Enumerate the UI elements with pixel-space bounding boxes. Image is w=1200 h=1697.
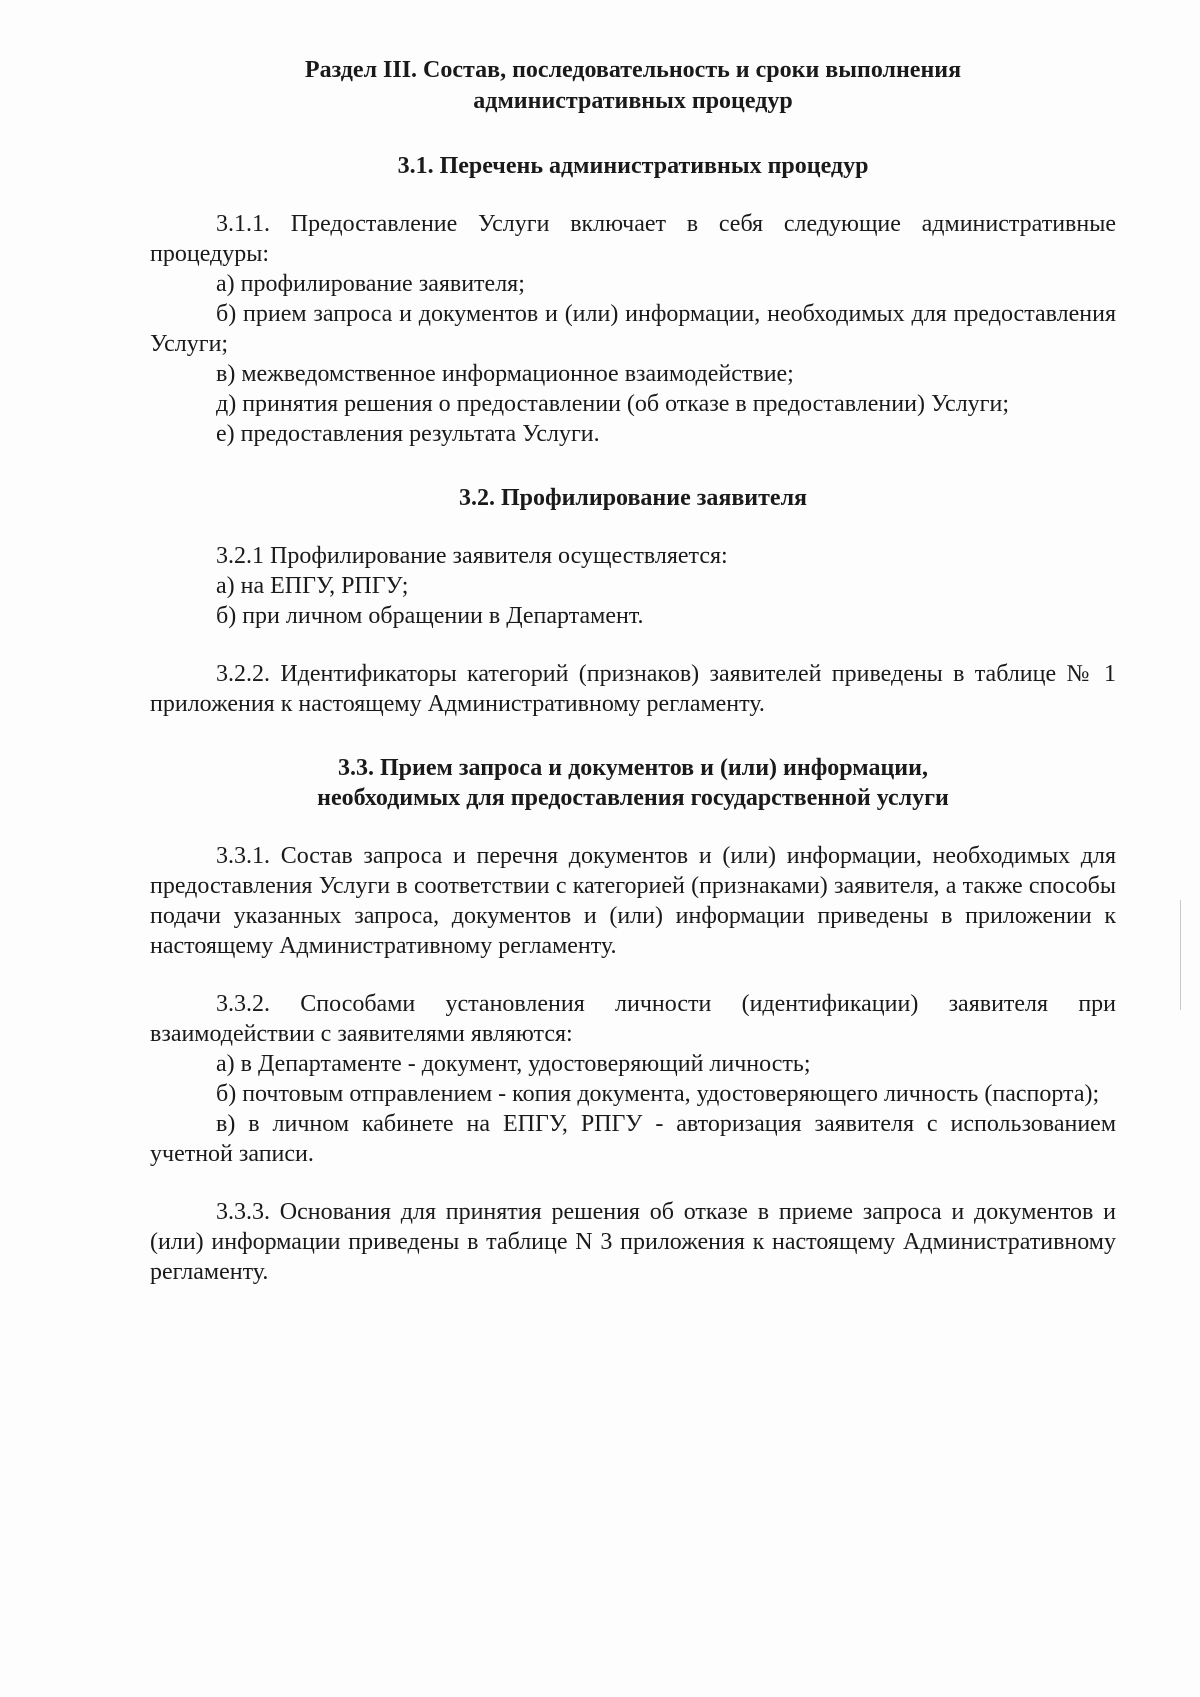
- paragraph-3-3-1: 3.3.1. Состав запроса и перечня документов и (или) информации, необходимых для предоставления Услуги в соответствии с категорией (признаками) заявителя, а также способы подачи указанных запроса, документов и (или) информации приведены в приложении к настоящему Административному регламенту.: [150, 843, 1116, 959]
- list-item-a: а) в Департаменте - документ, удостоверяющий личность;: [216, 1051, 811, 1077]
- list-item-a: а) профилирование заявителя;: [216, 271, 525, 297]
- paragraph-3-2-1: 3.2.1 Профилирование заявителя осуществляется:: [216, 543, 728, 569]
- list-item-e: е) предоставления результата Услуги.: [216, 421, 600, 447]
- paragraph-3-3-2: 3.3.2. Способами установления личности (идентификации) заявителя при взаимодействии с заявителями являются:: [150, 991, 1116, 1047]
- list-item-v: в) межведомственное информационное взаимодействие;: [216, 361, 794, 387]
- section-title-line2: административных процедур: [473, 88, 793, 114]
- section-title-line1: Раздел III. Состав, последовательность и сроки выполнения: [304, 57, 962, 83]
- heading-3-3-line2: необходимых для предоставления государственной услуги: [317, 785, 949, 811]
- list-item-b: б) прием запроса и документов и (или) информации, необходимых для предоставления Услуги;: [150, 301, 1116, 357]
- heading-3-3-line1: 3.3. Прием запроса и документов и (или) информации,: [338, 755, 928, 781]
- document-body: [150, 55, 1116, 1287]
- list-item-v: в) в личном кабинете на ЕПГУ, РПГУ - авторизация заявителя с использованием учетной записи.: [150, 1111, 1116, 1167]
- paragraph-3-2-2: 3.2.2. Идентификаторы категорий (признаков) заявителей приведены в таблице № 1 приложения к настоящему Административному регламенту.: [150, 661, 1116, 717]
- list-item-d: д) принятия решения о предоставлении (об отказе в предоставлении) Услуги;: [216, 391, 1010, 417]
- list-item-b: б) почтовым отправлением - копия документа, удостоверяющего личность (паспорта);: [216, 1081, 1100, 1107]
- paragraph-3-3-3: 3.3.3. Основания для принятия решения об отказе в приеме запроса и документов и (или) информации приведены в таблице N 3 приложения к настоящему Административному регламенту.: [150, 1199, 1116, 1285]
- list-item-b: б) при личном обращении в Департамент.: [216, 603, 644, 629]
- heading-3-2: 3.2. Профилирование заявителя: [458, 485, 808, 511]
- heading-3-1: 3.1. Перечень административных процедур: [397, 153, 869, 179]
- scan-artifact-line: [1180, 900, 1181, 1010]
- list-item-a: а) на ЕПГУ, РПГУ;: [216, 573, 409, 599]
- paragraph-3-1-1: 3.1.1. Предоставление Услуги включает в себя следующие административные процедуры:: [150, 211, 1116, 267]
